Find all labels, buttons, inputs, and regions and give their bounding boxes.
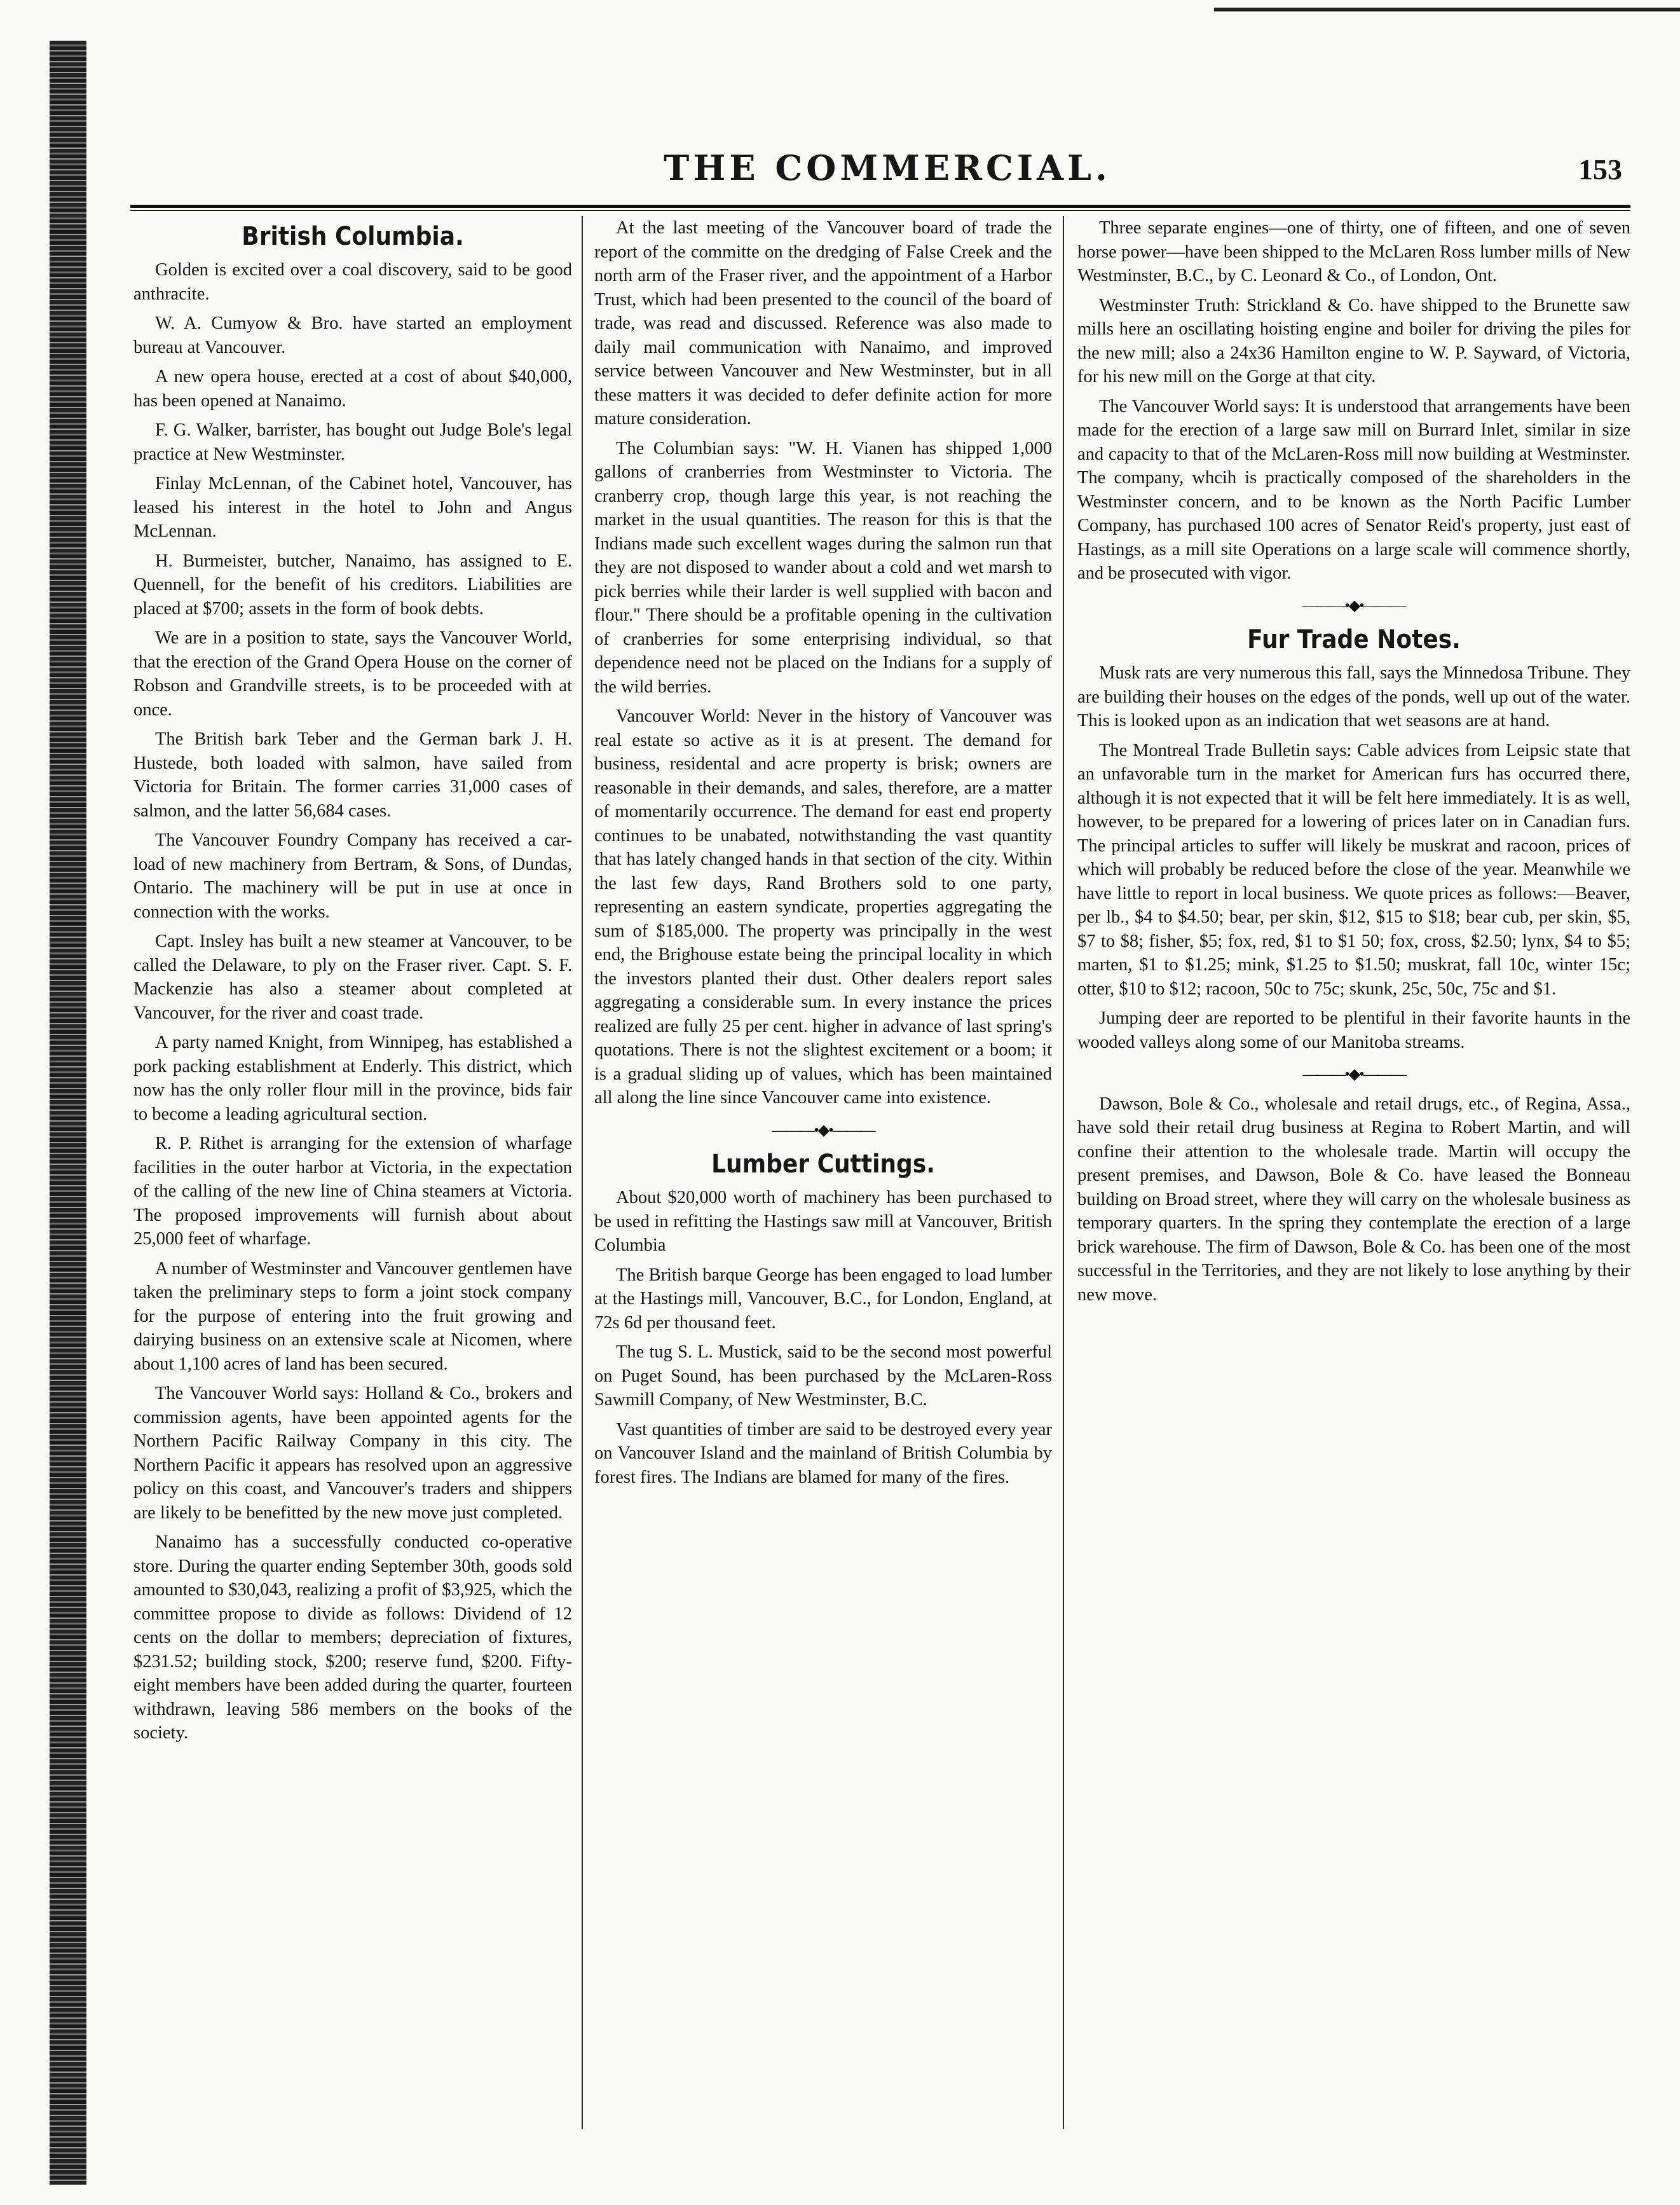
article-paragraph: Capt. Insley has built a new steamer at Vancouver, to be called the Delaware, to ply on the Fraser river. Capt. S. F. Mackenzie has also a steamer about completed at Vancouver, for the river and coast trade. [133,931,572,1023]
column-divider [1063,216,1064,2129]
article-paragraph: W. A. Cumyow & Bro. have started an employment bureau at Vancouver. [133,313,572,357]
article-paragraph: The tug S. L. Mustick, said to be the second most powerful on Puget Sound, has been purchased by the McLaren-Ross Sawmill Company, of New Westminster, B.C. [594,1342,1052,1410]
section-ornament: ———•◆•——— [1302,597,1405,614]
article-paragraph: About $20,000 worth of machinery has been purchased to be used in refitting the Hastings saw mill at Vancouver, British Columbia [594,1188,1052,1255]
article-paragraph-dawson-bole: Dawson, Bole & Co., wholesale and retail drugs, etc., of Regina, Assa., have sold their retail drug business at Regina to Robert Martin, and will confine their attention to the wholesale trade. Martin will occupy the present premises, and Dawson, Bole & Co. have leased the Bonneau building on Broad street, where they will carry on the wholesale business as temporary quarters. In the spring they contemplate the erection of a large brick warehouse. The firm of Dawson, Bole & Co. has been one of the most successful in the Territories, and they are not likely to lose anything by their new move. [1077,1094,1630,1305]
column-1 [133,216,572,2135]
column-divider [582,216,583,2129]
article-paragraph: The Columbian says: "W. H. Vianen has shipped 1,000 gallons of cranberries from Westminster to Victoria. The cranberry crop, though large this year, is not reaching the market in the usual quantities. The reason for this is that the Indians made such excellent wages during the salmon run that they are not disposed to wander about a cold and wet marsh to pick berries while their larder is well supplied with bacon and flour." There should be a profitable opening in the cultivation of cranberries for some enterprising individual, so that dependence need not be placed on the Indians for a supply of the wild berries. [594,438,1052,697]
section-heading-fur-trade-notes: Fur Trade Notes. [1247,625,1461,654]
article-paragraph: The Vancouver Foundry Company has received a car-load of new machinery from Bertram, & Sons, of Dundas, Ontario. The machinery will be put in use at once in connection with the works. [133,830,572,922]
article-paragraph: At the last meeting of the Vancouver board of trade the report of the committe on the dredging of False Creek and the north arm of the Fraser river, and the appointment of a Harbor Trust, which had been presented to the council of the board of trade, was read and discussed. Reference was also made to daily mail communication with Nanaimo, and improved service between Vancouver and New Westminster, but in all these matters it was decided to defer definite action for more mature consideration. [594,218,1052,429]
column-3 [1077,216,1630,2135]
masthead [153,148,1622,192]
article-paragraph: Golden is excited over a coal discovery, said to be good anthracite. [133,260,572,304]
section-ornament: ———•◆•——— [1302,1066,1405,1083]
page-number: 153 [1578,153,1622,186]
article-paragraph: Vast quantities of timber are said to be destroyed every year on Vancouver Island and the mainland of British Columbia by forest fires. The Indians are blamed for many of the fires. [594,1419,1052,1487]
article-paragraph: H. Burmeister, butcher, Nanaimo, has assigned to E. Quennell, for the benefit of his creditors. Liabilities are placed at $700; assets in the form of book debts. [133,551,572,619]
article-paragraph: A new opera house, erected at a cost of about $40,000, has been opened at Nanaimo. [133,367,572,411]
article-paragraph: Jumping deer are reported to be plentiful in their favorite haunts in the wooded valleys along some of our Manitoba streams. [1077,1008,1630,1052]
top-edge-rule [1214,8,1680,11]
article-paragraph: F. G. Walker, barrister, has bought out Judge Bole's legal practice at New Westminster. [133,420,572,464]
article-paragraph: Musk rats are very numerous this fall, says the Minnedosa Tribune. They are building their houses on the edges of the ponds, well up out of the water. This is looked upon as an indication that wet seasons are at hand. [1077,663,1630,731]
article-paragraph: The Vancouver World says: Holland & Co., brokers and commission agents, have been appointed agents for the Northern Pacific Railway Company in this city. The Northern Pacific it appears has resolved upon an aggressive policy on this coast, and Vancouver's traders and shippers are likely to be benefitted by the new move just completed. [133,1384,572,1523]
article-paragraph: Nanaimo has a successfully conducted co-operative store. During the quarter ending September 30th, goods sold amounted to $30,043, realizing a profit of $3,925, which the committee propose to divide as follows: Dividend of 12 cents on the dollar to members; depreciation of fixtures, $231.52; building stock, $200; reserve fund, $200. Fifty-eight members have been added during the quarter, fourteen withdrawn, leaving 586 members on the books of the society. [133,1532,572,1743]
article-paragraph: Finlay McLennan, of the Cabinet hotel, Vancouver, has leased his interest in the hotel to John and Angus McLennan. [133,474,572,541]
section-heading-lumber-cuttings: Lumber Cuttings. [711,1150,935,1179]
article-paragraph: R. P. Rithet is arranging for the extension of wharfage facilities in the outer harbor at Victoria, in the expectation of the calling of the new line of China steamers at Victoria. The proposed improvements will furnish about about 25,000 feet of wharfage. [133,1134,572,1249]
article-paragraph: The British bark Teber and the German bark J. H. Hustede, both loaded with salmon, have sailed from Victoria for Britain. The former carries 31,000 cases of salmon, and the latter 56,684 cases. [133,729,572,821]
article-paragraph: The British barque George has been engaged to load lumber at the Hastings mill, Vancouver, B.C., for London, England, at 72s 6d per thousand feet. [594,1265,1052,1333]
article-paragraph: The Vancouver World says: It is understood that arrangements have been made for the erection of a large saw mill on Burrard Inlet, similar in size and capacity to that of the McLaren-Ross mill now building at Westminster. The company, whcih is practically composed of the shareholders in the Westminster concern, and to be known as the North Pacific Lumber Company, has purchased 100 acres of Senator Reid's property, just east of Hastings, as a mill site Operations on a large scale will commence shortly, and be prosecuted with vigor. [1077,396,1630,583]
article-paragraph: We are in a position to state, says the Vancouver World, that the erection of the Grand Opera House on the corner of Robson and Grandville streets, is to be proceeded with at once. [133,628,572,720]
article-paragraph: Vancouver World: Never in the history of Vancouver was real estate so active as it is at present. The demand for business, residental and acre property is brisk; owners are reasonable in their demands, and sales, therefore, are a matter of momentarily occurrence. The demand for east end property continues to be unabated, notwithstanding the vast quantity that has lately changed hands in that section of the city. Within the last few days, Rand Brothers sold to one party, representing an eastern syndicate, properties aggregating the sum of $185,000. The property was principally in the west end, the Brighouse estate being the principal locality in which the investors planted their dust. Other dealers report sales aggregating a considerable sum. In every instance the prices realized are fully 25 per cent. higher in advance of last spring's quotations. There is not the slightest excitement or a boom; it is a gradual sliding up of values, which has been maintained all along the line since Vancouver came into existence. [594,706,1052,1108]
column-2 [594,216,1052,2135]
publication-title: THE COMMERCIAL. [664,148,1111,188]
article-paragraph: Westminster Truth: Strickland & Co. have shipped to the Brunette saw mills here an oscillating hoisting engine and boiler for driving the piles for the new mill; also a 24x36 Hamilton engine to W. P. Sayward, of Victoria, for his new mill on the Gorge at that city. [1077,295,1630,387]
section-heading-british-columbia: British Columbia. [242,222,464,251]
article-paragraph: The Montreal Trade Bulletin says: Cable advices from Leipsic state that an unfavorable turn in the market for American furs has occurred there, although it is not expected that it will be felt here immediately. It is as well, however, to be prepared for a lowering of prices later on in Canadian furs. The principal articles to suffer will likely be muskrat and racoon, prices of which will probably be reduced before the close of the year. Meanwhile we have little to report in local business. We quote prices as follows:—Beaver, per lb., $4 to $4.50; bear, per skin, $12, $15 to $18; bear cub, per skin, $5, $7 to $8; fisher, $5; fox, red, $1 to $1 50; fox, cross, $2.50; lynx, $4 to $5; marten, $1 to $1.25; mink, $1.25 to $1.50; muskrat, fall 10c, winter 15c; otter, $10 to $12; racoon, 50c to 75c; skunk, 25c, 50c, 75c and $1. [1077,740,1630,999]
scan-edge [50,41,86,2185]
section-ornament: ———•◆•——— [772,1122,875,1139]
masthead-rule [130,205,1630,211]
article-paragraph: Three separate engines—one of thirty, one of fifteen, and one of seven horse power—have been shipped to the McLaren Ross lumber mills of New Westminster, B.C., by C. Leonard & Co., of London, Ont. [1077,218,1630,285]
article-paragraph: A number of Westminster and Vancouver gentlemen have taken the preliminary steps to form a joint stock company for the purpose of entering into the fruit growing and dairying business on an extensive scale at Nicomen, where about 1,100 acres of land has been secured. [133,1258,572,1374]
article-paragraph: A party named Knight, from Winnipeg, has established a pork packing establishment at Enderly. This district, which now has the only roller flour mill in the province, bids fair to become a leading agricultural section. [133,1033,572,1124]
